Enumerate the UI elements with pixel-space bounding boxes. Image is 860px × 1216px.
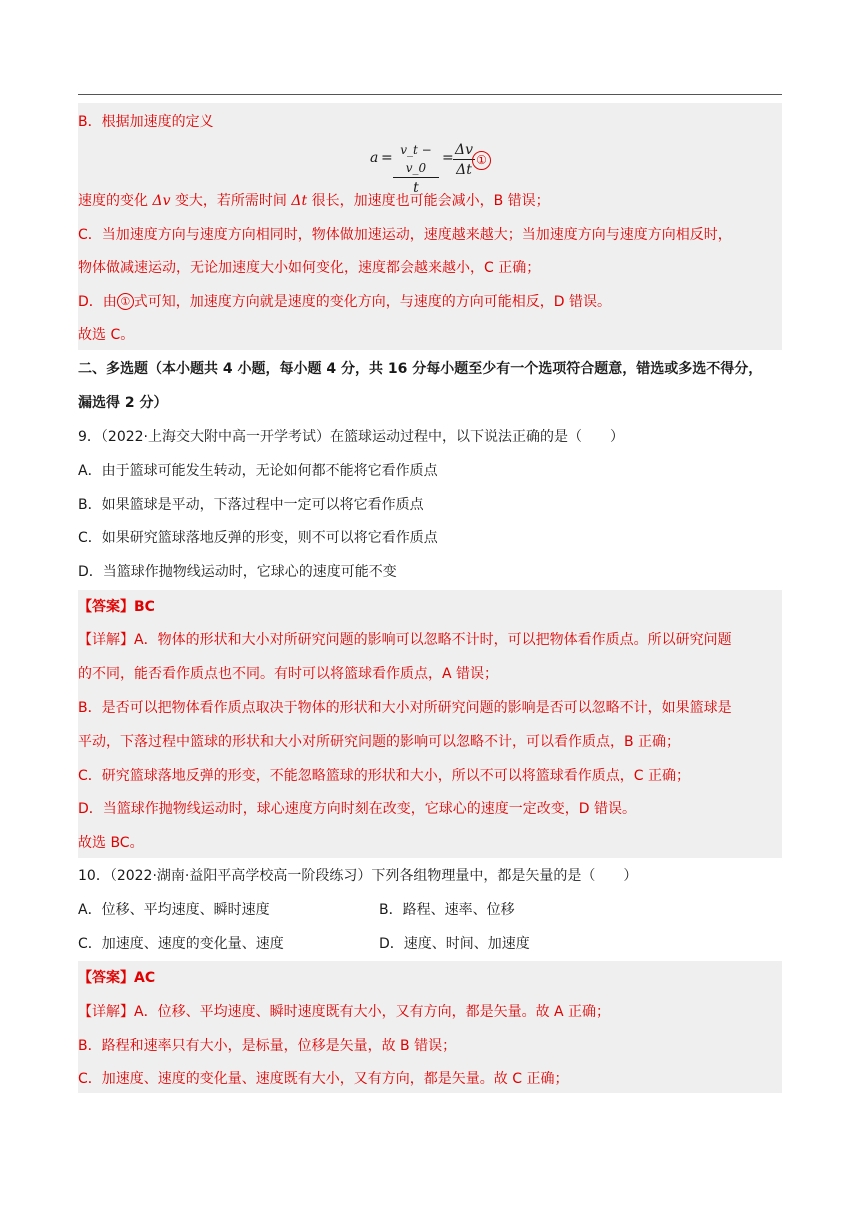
prev-d-post: 式可知，加速度方向就是速度的变化方向，与速度的方向可能相反，D 错误。 xyxy=(133,294,612,310)
prev-b-text-2: 变大，若所需时间 xyxy=(174,193,287,209)
q9-answer: 【答案】BC xyxy=(78,599,155,615)
prev-b-conclusion xyxy=(78,191,550,211)
q9-conclusion: 故选 BC。 xyxy=(78,835,144,851)
q10-option-d: D．速度、时间、加速度 xyxy=(379,936,530,952)
prev-b-text-1: 速度的变化 xyxy=(78,193,148,209)
q9-option-c: C．如果研究篮球落地反弹的形变，则不可以将它看作质点 xyxy=(78,530,438,546)
q9-option-d: D．当篮球作抛物线运动时，它球心的速度可能不变 xyxy=(78,564,397,580)
prev-conclusion: 故选 C。 xyxy=(78,327,135,343)
q9-detail-line-5: C．研究篮球落地反弹的形变，不能忽略篮球的形状和大小，所以不可以将篮球看作质点，C 正确； xyxy=(78,768,690,784)
formula-num-1: v_t − v_0 xyxy=(393,141,439,178)
prev-d-pre: D．由 xyxy=(78,294,117,310)
q10-detail-line-2: B．路程和速率只有大小，是标量，位移是矢量，故 B 错误； xyxy=(78,1038,457,1054)
q9-option-b: B．如果篮球是平动，下落过程中一定可以将它看作质点 xyxy=(78,497,424,513)
q10-detail-line-3: C．加速度、速度的变化量、速度既有大小，又有方向，都是矢量。故 C 正确； xyxy=(78,1071,569,1087)
formula-fraction-1 xyxy=(393,141,439,198)
formula-num-2: Δv xyxy=(455,142,474,158)
q10-option-c: C．加速度、速度的变化量、速度 xyxy=(78,936,284,952)
q10-option-a: A．位移、平均速度、瞬时速度 xyxy=(78,902,270,918)
formula-den-2: Δt xyxy=(456,162,472,178)
section-heading-line-2: 漏选得 2 分） xyxy=(78,395,168,411)
delta-t-symbol: Δt xyxy=(291,193,308,209)
q9-stem: 9．（2022·上海交大附中高一开学考试）在篮球运动过程中，以下说法正确的是（ ） xyxy=(78,429,624,445)
q9-detail-line-1: 【详解】A．物体的形状和大小对所研究问题的影响可以忽略不计时，可以把物体看作质点。所以研究问题 xyxy=(78,632,732,648)
prev-c-line-1: C．当加速度方向与速度方向相同时，物体做加速运动，速度越来越大；当加速度方向与速度方向相反时， xyxy=(78,227,732,243)
inline-marker-circle: ① xyxy=(117,293,134,310)
formula-lhs: a xyxy=(370,150,379,166)
formula-eq-1: = xyxy=(381,150,393,166)
q9-detail-line-4: 平动，下落过程中篮球的形状和大小对所研究问题的影响可以忽略不计，可以看作质点，B 正确； xyxy=(78,734,681,750)
q9-detail-line-6: D．当篮球作抛物线运动时，球心速度方向时刻在改变，它球心的速度一定改变，D 错误。 xyxy=(78,801,637,817)
q9-option-a: A．由于篮球可能发生转动，无论如何都不能将它看作质点 xyxy=(78,463,438,479)
section-heading-line-1: 二、多选题（本小题共 4 小题，每小题 4 分，共 16 分每小题至少有一个选项符合题意，错选或多选不得分， xyxy=(78,361,763,377)
q10-detail-line-1: 【详解】A．位移、平均速度、瞬时速度既有大小，又有方向，都是矢量。故 A 正确； xyxy=(78,1004,611,1020)
q9-detail-line-3: B．是否可以把物体看作质点取决于物体的形状和大小对所研究问题的影响是否可以忽略不计，如果篮球是 xyxy=(78,700,732,716)
header-rule xyxy=(78,94,782,95)
formula-marker-circle: ① xyxy=(472,151,491,170)
q10-answer: 【答案】AC xyxy=(78,970,156,986)
prev-d-line xyxy=(78,292,611,312)
formula-den-1: t xyxy=(413,180,419,196)
q9-detail-line-2: 的不同，能否看作质点也不同。有时可以将篮球看作质点，A 错误； xyxy=(78,666,499,682)
q10-stem: 10．（2022·湖南·益阳平高学校高一阶段练习）下列各组物理量中，都是矢量的是（ ） xyxy=(78,868,638,884)
delta-v-symbol: Δv xyxy=(152,193,171,209)
prev-b-text-3: 很长，加速度也可能会减小，B 错误； xyxy=(311,193,550,209)
formula-eq-2: = xyxy=(442,150,454,166)
q10-option-b: B．路程、速率、位移 xyxy=(379,902,515,918)
prev-b-intro: B．根据加速度的定义 xyxy=(78,114,214,130)
prev-c-line-2: 物体做减速运动，无论加速度大小如何变化，速度都会越来越小，C 正确； xyxy=(78,260,541,276)
